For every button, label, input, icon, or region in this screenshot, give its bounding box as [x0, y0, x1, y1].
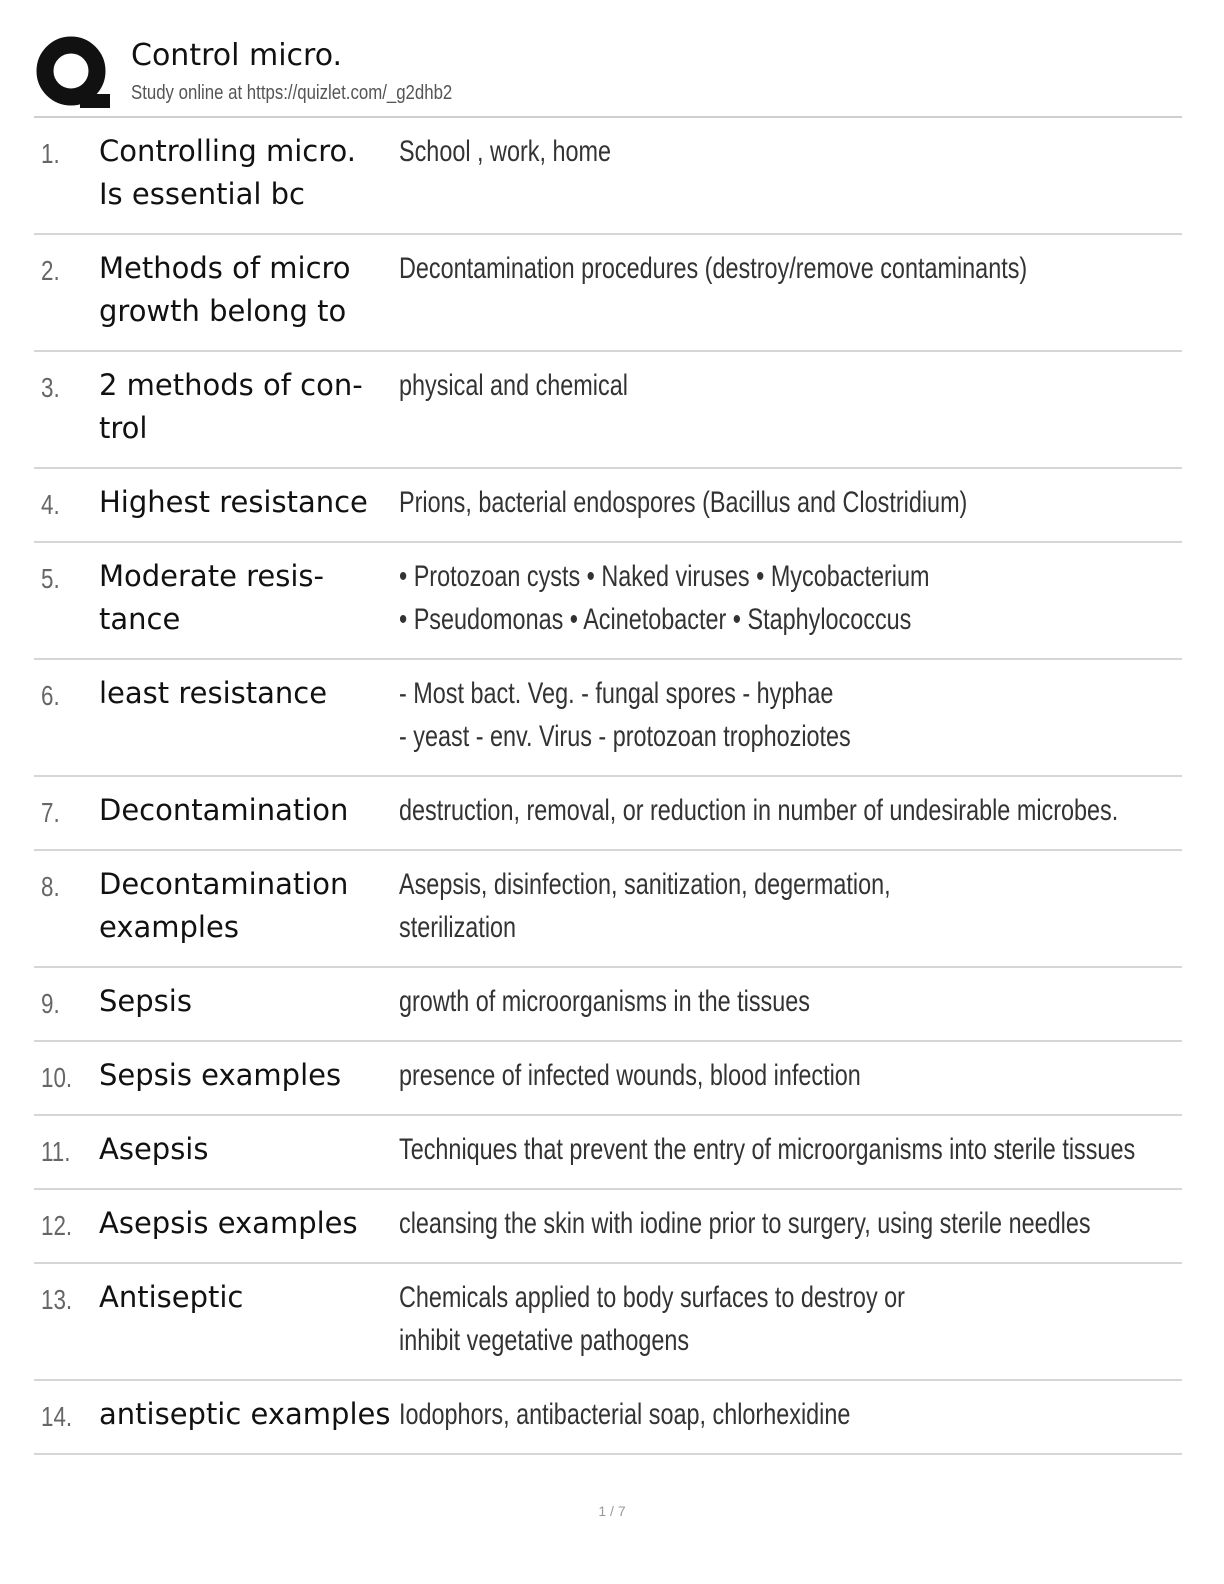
document-header	[34, 34, 1182, 116]
card-term	[99, 789, 394, 832]
card-number: 3.	[41, 372, 60, 403]
card-term	[99, 364, 394, 450]
card-definition-line: • Protozoan cysts • Naked viruses • Mycobacterium	[399, 560, 930, 593]
card-term-line: Sepsis examples	[99, 1058, 342, 1092]
card-term-line: Decontamination	[99, 793, 349, 827]
flashcard-row	[34, 469, 1182, 543]
flashcard-row	[34, 352, 1182, 469]
card-term	[99, 863, 394, 949]
card-number: 7.	[41, 797, 60, 828]
flashcard-row	[34, 1381, 1182, 1455]
card-definition	[399, 980, 1179, 1023]
card-term-line: Asepsis examples	[99, 1206, 358, 1240]
card-term	[99, 980, 394, 1023]
card-number: 11.	[41, 1136, 71, 1167]
flashcard-row	[34, 1042, 1182, 1116]
card-term-line: 2 methods of con-	[99, 368, 363, 402]
card-term-line: Sepsis	[99, 984, 192, 1018]
card-definition-line: Iodophors, antibacterial soap, chlorhexidine	[399, 1398, 851, 1431]
card-term	[99, 130, 394, 216]
card-definition-line: Asepsis, disinfection, sanitization, degermation,	[399, 868, 891, 901]
card-term	[99, 1054, 394, 1097]
card-definition	[399, 481, 1179, 524]
card-number: 14.	[41, 1401, 73, 1432]
card-term-line: least resistance	[99, 676, 328, 710]
card-definition-line: inhibit vegetative pathogens	[399, 1324, 690, 1357]
card-term-line: Asepsis	[99, 1132, 209, 1166]
card-number: 5.	[41, 563, 60, 594]
card-definition	[399, 1276, 1179, 1362]
card-term-line: antiseptic examples	[99, 1397, 391, 1431]
card-number: 6.	[41, 680, 60, 711]
study-online-link-text: Study online at https://quizlet.com/_g2dhb2	[131, 82, 453, 104]
flashcard-row	[34, 777, 1182, 851]
card-definition-line: physical and chemical	[399, 369, 628, 402]
card-definition-line: destruction, removal, or reduction in number of undesirable microbes.	[399, 794, 1119, 827]
card-number: 13.	[41, 1284, 73, 1315]
flashcard-row	[34, 235, 1182, 352]
card-term-line: growth belong to	[99, 294, 347, 328]
card-term	[99, 1393, 394, 1436]
card-term-line: trol	[99, 411, 148, 445]
card-definition-line: - yeast - env. Virus - protozoan trophoziotes	[399, 720, 851, 753]
card-definition	[399, 1202, 1179, 1245]
card-number: 8.	[41, 871, 60, 902]
card-definition-line: cleansing the skin with iodine prior to surgery, using sterile needles	[399, 1207, 1091, 1240]
card-definition	[399, 1393, 1179, 1436]
flashcard-row	[34, 118, 1182, 235]
page-number: 1 / 7	[598, 1503, 626, 1519]
card-term-line: Moderate resis-	[99, 559, 325, 593]
flashcard-row	[34, 1264, 1182, 1381]
card-number: 4.	[41, 489, 60, 520]
card-term	[99, 1128, 394, 1171]
card-number: 12.	[41, 1210, 73, 1241]
card-term	[99, 481, 394, 524]
card-definition-line: presence of infected wounds, blood infection	[399, 1059, 861, 1092]
card-term-line: Is essential bc	[99, 177, 305, 211]
card-term-line: Controlling micro.	[99, 134, 356, 168]
card-definition	[399, 672, 1179, 758]
card-definition-line: School , work, home	[399, 135, 612, 168]
card-definition	[399, 863, 1179, 949]
card-definition	[399, 247, 1179, 290]
card-term	[99, 1202, 394, 1245]
card-definition	[399, 789, 1179, 832]
card-number: 1.	[41, 138, 60, 169]
flashcard-row	[34, 660, 1182, 777]
card-term-line: Highest resistance	[99, 485, 368, 519]
card-definition-line: sterilization	[399, 911, 517, 944]
card-term-line: Methods of micro	[99, 251, 351, 285]
card-term	[99, 555, 394, 641]
flashcard-row	[34, 1116, 1182, 1190]
card-term-line: examples	[99, 910, 239, 944]
card-definition-line: - Most bact. Veg. - fungal spores - hyphae	[399, 677, 834, 710]
flashcard-row	[34, 543, 1182, 660]
card-term-line: Decontamination	[99, 867, 349, 901]
card-definition	[399, 130, 1179, 173]
card-term	[99, 247, 394, 333]
card-definition-line: • Pseudomonas • Acinetobacter • Staphylococcus	[399, 603, 912, 636]
card-number: 2.	[41, 255, 60, 286]
flashcard-row	[34, 968, 1182, 1042]
card-number: 10.	[41, 1062, 73, 1093]
page-title: Control micro.	[131, 38, 343, 73]
card-definition-line: Decontamination procedures (destroy/remove contaminants)	[399, 252, 1028, 285]
card-definition	[399, 1054, 1179, 1097]
flashcard-row	[34, 1190, 1182, 1264]
card-term-line: tance	[99, 602, 181, 636]
quizlet-logo-icon	[34, 34, 114, 114]
card-definition	[399, 364, 1179, 407]
card-term	[99, 1276, 394, 1319]
flashcard-list	[34, 118, 1182, 1455]
card-term-line: Antiseptic	[99, 1280, 244, 1314]
card-definition-line: Chemicals applied to body surfaces to destroy or	[399, 1281, 905, 1314]
flashcard-row	[34, 851, 1182, 968]
card-definition-line: Prions, bacterial endospores (Bacillus and Clostridium)	[399, 486, 968, 519]
card-definition-line: growth of microorganisms in the tissues	[399, 985, 810, 1018]
card-term	[99, 672, 394, 715]
card-definition	[399, 555, 1179, 641]
card-definition	[399, 1128, 1179, 1171]
card-number: 9.	[41, 988, 60, 1019]
card-definition-line: Techniques that prevent the entry of microorganisms into sterile tissues	[399, 1133, 1136, 1166]
